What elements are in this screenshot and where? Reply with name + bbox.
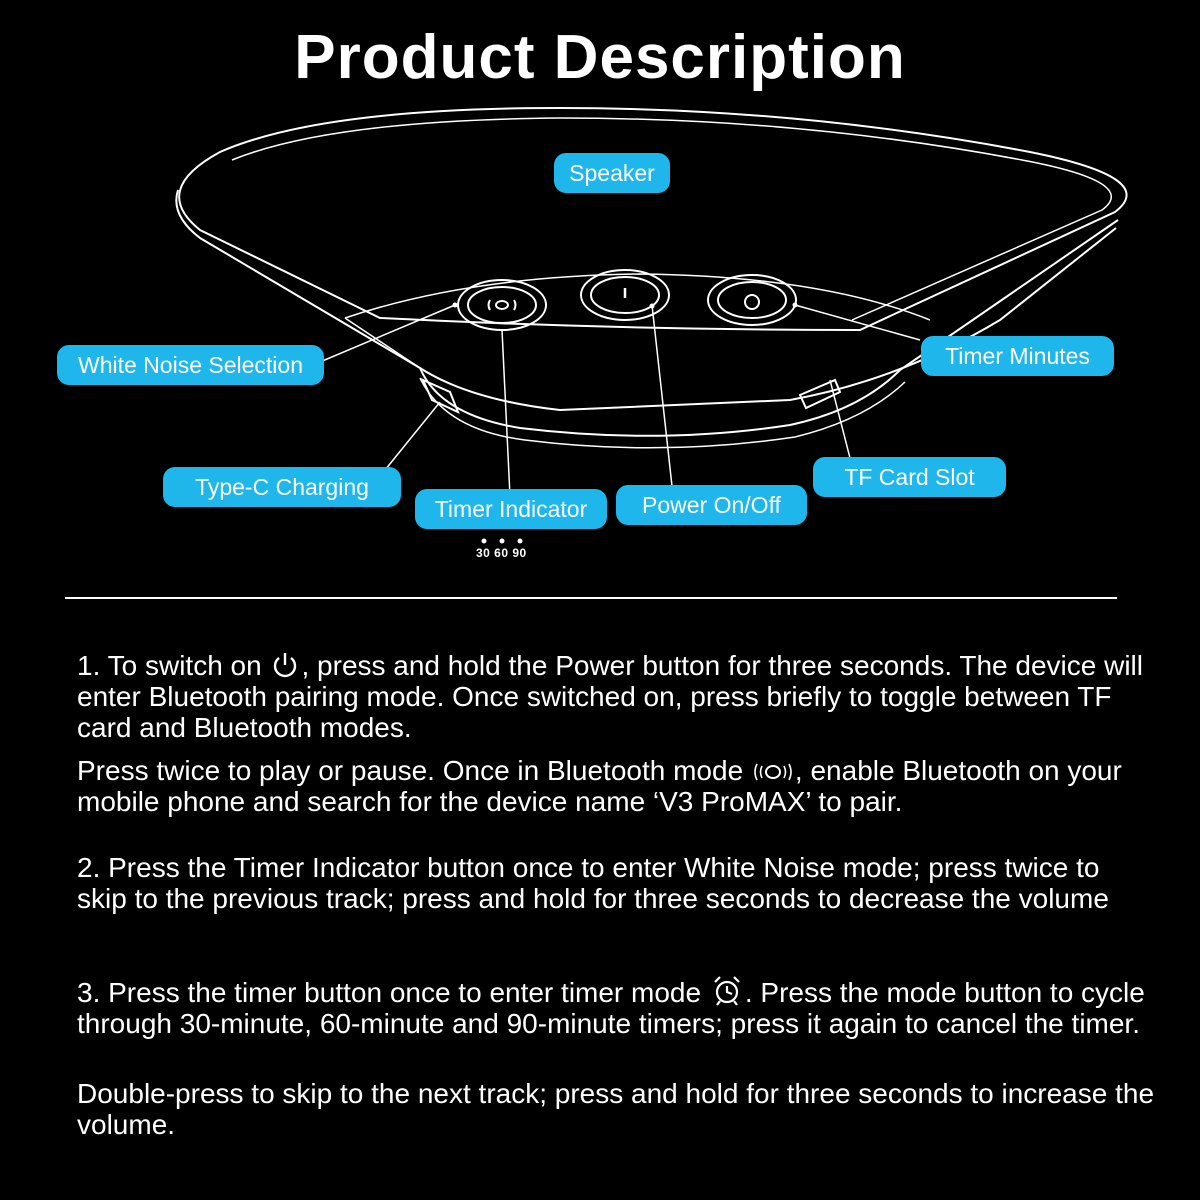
control-panel-outline	[345, 274, 930, 320]
power-icon	[271, 651, 299, 679]
instruction-step-3-extra: Double-press to skip to the next track; press and hold for three seconds to increase the volume.	[77, 1078, 1155, 1140]
timer-indicator-callout: Timer Indicator	[415, 489, 607, 529]
instruction-step-2: 2. Press the Timer Indicator button once to enter White Noise mode; press twice to skip to the previous track; press and hold for three seconds to decrease the volume	[77, 852, 1109, 914]
instruction-step-1-bluetooth: Press twice to play or pause. Once in Bluetooth mode , enable Bluetooth on your mobile phone and search for the device name ‘V3 ProMAX’ to pair.	[77, 755, 1122, 817]
timer-glyph	[745, 295, 759, 309]
section-divider	[65, 597, 1117, 599]
page-title: Product Description	[294, 23, 906, 92]
speaker-top-outline	[179, 108, 1126, 330]
speaker-callout: Speaker	[554, 153, 670, 193]
instruction-step-3: 3. Press the timer button once to enter timer mode . Press the mode button to cycle through 30-minute, 60-minute and 90-minute timers; press it again to cancel the timer.	[77, 974, 1157, 1039]
white-noise-callout: White Noise Selection	[57, 345, 324, 385]
timer-levels-label: 30 60 90	[476, 546, 527, 560]
alarm-clock-icon	[711, 974, 743, 1006]
type-c-callout: Type-C Charging	[163, 467, 401, 507]
speaker-top-inner-outline	[232, 118, 1111, 320]
bluetooth-mode-icon	[753, 760, 793, 784]
instruction-step-1: 1. To switch on , press and hold the Power button for three seconds. The device will enter Bluetooth pairing mode. Once switched on, press briefly to toggle between TF card and Bluetooth modes.	[77, 650, 1144, 743]
speaker-bottom-outline	[420, 220, 1118, 436]
power-callout: Power On/Off	[616, 485, 807, 525]
tf-card-callout: TF Card Slot	[813, 457, 1006, 497]
timer-minutes-callout: Timer Minutes	[921, 336, 1114, 376]
